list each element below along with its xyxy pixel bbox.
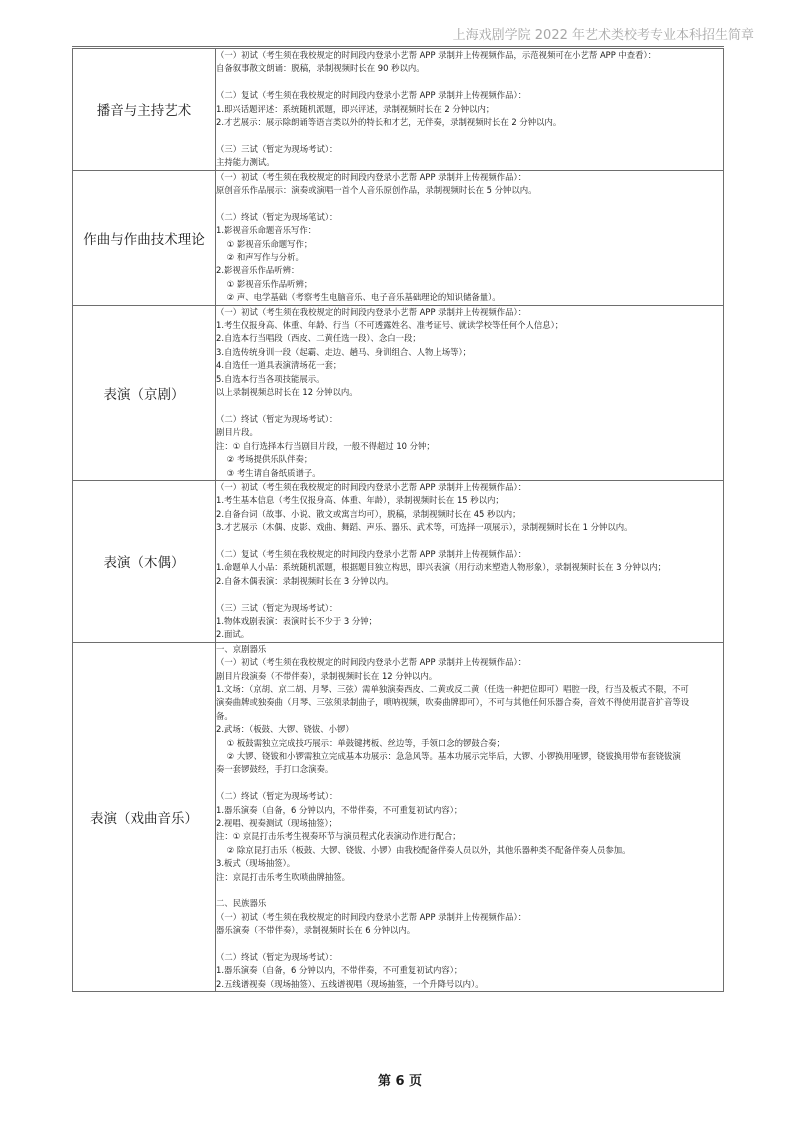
requirement-line: 1.物体戏剧表演：表演时长不少于 3 分钟； (216, 615, 378, 626)
page-header: 上海戏剧学院 2022 年艺术类校考专业本科招生简章 (452, 28, 754, 43)
requirement-line: 备。 (216, 710, 233, 721)
requirement-line: 2.视唱、视奏测试（现场抽签）； (216, 818, 338, 829)
requirement-line: ② 考场提供乐队伴奏； (216, 454, 313, 465)
requirement-line: 1.器乐演奏（自备，6 分钟以内，不带伴奏，不可重复初试内容）； (216, 804, 463, 815)
requirement-line: （一）初试（考生须在我校规定的时间段内登录小艺帮 APP 录制并上传视频作品）： (216, 911, 527, 922)
major-name: 作曲与作曲技术理论 (73, 170, 216, 305)
requirement-line: 4.自选任一道具表演清场花一套； (216, 360, 342, 371)
requirement-line: （二）终试（暂定为现场笔试）： (216, 211, 338, 222)
requirement-line: 二、民族器乐 (216, 898, 267, 909)
requirement-line: ② 除京昆打击乐（板鼓、大锣、铙钹、小锣）由我校配备伴奏人员以外，其他乐器种类不配备伴奏人员参加。 (216, 844, 631, 855)
requirement-line: 2.自选本行当唱段（西皮、二黄任选一段）、念白一段； (216, 333, 421, 344)
requirement-line: （二）复试（考生须在我校规定的时间段内登录小艺帮 APP 录制并上传视频作品）： (216, 90, 527, 101)
requirement-line: 1.影视音乐命题音乐写作： (216, 225, 317, 236)
requirement-line: 注：① 自行选择本行当剧目片段，一般不得超过 10 分钟； (216, 440, 435, 451)
requirement-line: 1.考生基本信息（考生仅报身高、体重、年龄），录制视频时长在 15 秒以内； (216, 495, 504, 506)
requirement-line: 1.命题单人小品：系统随机派题，根据题目独立构思，即兴表演（用行动来塑造人物形象），录制视频时长在 3 分钟以内； (216, 562, 666, 573)
requirement-line: （三）三试（暂定为现场考试）： (216, 602, 338, 613)
exam-requirements (216, 480, 724, 642)
requirement-line: 注：① 京昆打击乐考生视奏环节与演员程式化表演动作进行配合； (216, 831, 461, 842)
major-name: 表演（京剧） (73, 305, 216, 480)
table-row (73, 49, 724, 171)
blank-line (216, 129, 723, 142)
requirement-line: ① 影视音乐作品听辨； (216, 278, 313, 289)
requirement-line: （一）初试（考生须在我校规定的时间段内登录小艺帮 APP 录制并上传视频作品）： (216, 481, 527, 492)
requirement-line: 2.才艺展示：展示除朗诵等语言类以外的特长和才艺，无伴奏，录制视频时长在 2 分钟以内。 (216, 117, 562, 128)
requirement-line: ① 板鼓需独立完成技巧展示：单鼓键拷板、丝边等，手领口念的锣鼓合奏； (216, 737, 505, 748)
requirement-line: 2.自备台词（故事、小说、散文或寓言均可），脱稿，录制视频时长在 45 秒以内； (216, 508, 521, 519)
requirement-line: ② 和声写作与分析。 (216, 252, 304, 263)
requirement-line: （二）复试（考生须在我校规定的时间段内登录小艺帮 APP 录制并上传视频作品）： (216, 548, 527, 559)
requirement-line: 一、京剧器乐 (216, 643, 267, 654)
requirement-line: （一）初试（考生须在我校规定的时间段内登录小艺帮 APP 录制并上传视频作品）： (216, 171, 527, 182)
header-rule (72, 46, 724, 47)
requirement-line: 剧目片段演奏（不带伴奏），录制视频时长在 12 分钟以内。 (216, 670, 438, 681)
requirement-line: 自备叙事散文朗诵：脱稿，录制视频时长在 90 秒以内。 (216, 63, 425, 74)
requirement-line: 主持能力测试。 (216, 157, 275, 168)
blank-line (216, 76, 723, 89)
requirement-line: （一）初试（考生须在我校规定的时间段内登录小艺帮 APP 录制并上传视频作品）： (216, 657, 527, 668)
blank-line (216, 400, 723, 413)
table-row (73, 480, 724, 642)
page-number: 第 6 页 (377, 1074, 423, 1089)
requirement-line: 1.器乐演奏（自备，6 分钟以内，不带伴奏，不可重复初试内容）； (216, 965, 463, 976)
requirement-line: 演奏曲牌或独奏曲（月琴、三弦须录制曲子，唢呐视频，吹奏曲牌即可），不可与其他任何乐器合奏，音效不得使用混音扩音等设 (216, 697, 690, 708)
requirement-line: （二）终试（暂定为现场考试）： (216, 413, 338, 424)
blank-line (216, 884, 723, 897)
requirement-line: 1.考生仅报身高、体重、年龄、行当（不可透露姓名、准考证号、就读学校等任何个人信息）； (216, 320, 564, 331)
blank-line (216, 777, 723, 790)
requirement-line: 2.五线谱视奏（现场抽签）、五线谱视唱（现场抽签，一个升降号以内）。 (216, 978, 484, 989)
exam-requirements (216, 49, 724, 171)
major-name: 表演（木偶） (73, 480, 216, 642)
requirement-line: 5.自选本行当各项技能展示。 (216, 373, 325, 384)
requirement-line: 注：京昆打击乐考生吹唢曲牌抽签。 (216, 871, 350, 882)
requirement-line: ① 影视音乐命题写作； (216, 238, 313, 249)
requirement-line: ③ 考生请自备纸质谱子。 (216, 467, 321, 478)
requirement-line: 3.板式（现场抽签）。 (216, 858, 296, 869)
requirement-line: （二）终试（暂定为现场考试）： (216, 952, 338, 963)
table-row (73, 642, 724, 992)
requirement-line: 2.影视音乐作品听辨： (216, 265, 300, 276)
requirement-line: 原创音乐作品展示：演奏或演唱一首个人音乐原创作品，录制视频时长在 5 分钟以内。 (216, 185, 537, 196)
requirement-line: （一）初试（考生须在我校规定的时间段内登录小艺帮 APP 录制并上传视频作品，示范视频可在小艺帮 APP 中查看）： (216, 50, 657, 60)
requirement-line: ② 声、电学基础（考察考生电脑音乐、电子音乐基础理论的知识储备量）。 (216, 292, 501, 303)
table-row (73, 170, 724, 305)
requirement-line: （一）初试（考生须在我校规定的时间段内登录小艺帮 APP 录制并上传视频作品）： (216, 306, 527, 317)
exam-requirements (216, 170, 724, 305)
blank-line (216, 938, 723, 951)
admission-table (72, 48, 724, 992)
table-row (73, 305, 724, 480)
blank-line (216, 197, 723, 210)
requirement-line: 3.才艺展示（木偶、皮影、戏曲、舞蹈、声乐、器乐、武术等，可选择一项展示），录制视频时长在 1 分钟以内。 (216, 522, 633, 533)
blank-line (216, 535, 723, 548)
requirement-line: 以上录制视频总时长在 12 分钟以内。 (216, 387, 358, 398)
requirement-line: 1.即兴话题评述：系统随机派题，即兴评述，录制视频时长在 2 分钟以内； (216, 103, 495, 114)
requirement-line: 1.文场：（京胡、京二胡、月琴、三弦）需单独演奏西皮、二黄或反二黄（任选一种把位即可）唱腔一段，行当及板式不限，不可 (216, 684, 689, 694)
requirement-line: 2.武场：（板鼓、大锣、铙钹、小锣） (216, 724, 354, 735)
exam-requirements (216, 642, 724, 992)
exam-requirements (216, 305, 724, 480)
requirement-line: 2.自备木偶表演：录制视频时长在 3 分钟以内。 (216, 575, 394, 586)
requirement-line: 奏一套锣鼓经，手打口念演奏。 (216, 764, 334, 775)
requirement-line: ② 大锣、铙钹和小锣需独立完成基本功展示：急急风等。基本功展示完毕后，大锣、小锣换用哑锣，铙钹换用带布套铙钹演 (216, 751, 681, 762)
requirement-line: 2.面试。 (216, 629, 250, 640)
blank-line (216, 588, 723, 601)
requirement-line: 3.自选传统身训一段（起霸、走边、趟马、身训组合、人物上场等）； (216, 346, 472, 357)
requirement-line: （三）三试（暂定为现场考试）： (216, 143, 338, 154)
requirement-line: 器乐演奏（不带伴奏），录制视频时长在 6 分钟以内。 (216, 925, 416, 936)
major-name: 表演（戏曲音乐） (73, 642, 216, 992)
major-name: 播音与主持艺术 (73, 49, 216, 171)
requirement-line: 剧目片段。 (216, 427, 258, 438)
requirement-line: （二）终试（暂定为现场考试）： (216, 791, 338, 802)
